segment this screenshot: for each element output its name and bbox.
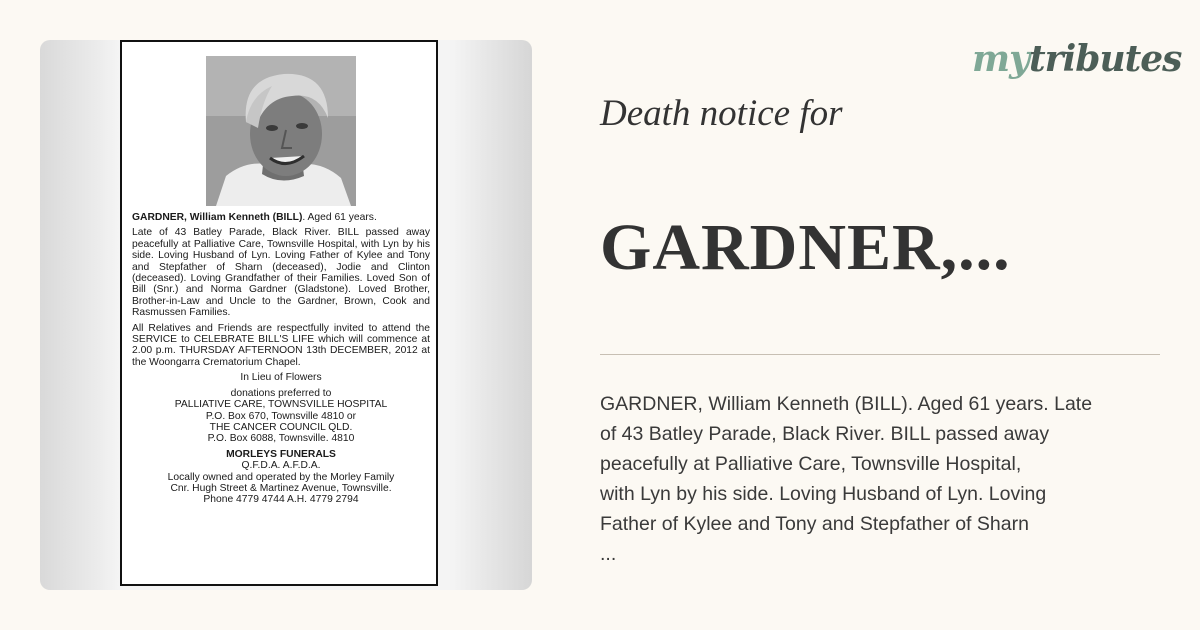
donations-line: donations preferred to <box>230 387 332 399</box>
deceased-name: GARDNER,... <box>600 211 1011 284</box>
funeral-line: Cnr. Hugh Street & Martinez Avenue, Townsville. <box>170 482 392 494</box>
donations-line: THE CANCER COUNCIL QLD. <box>209 421 353 433</box>
excerpt-line: with Lyn by his side. Loving Husband of Lyn. Loving <box>600 483 1047 505</box>
funeral-line: Locally owned and operated by the Morley Family <box>167 471 395 483</box>
funeral-line: Phone 4779 4744 A.H. 4779 2794 <box>203 494 359 506</box>
divider <box>600 354 1160 355</box>
donations-block <box>132 372 430 505</box>
donations-line: PALLIATIVE CARE, TOWNSVILLE HOSPITAL <box>174 399 388 411</box>
notice-paragraph-2: All Relatives and Friends are respectfully invited to attend the SERVICE to CELEBRATE BILL'S LIFE which will commence at 2.00 p.m. THURSDAY AFTERNOON 13th DECEMBER, 2012 at the Woongarra Crematorium Chapel. <box>132 322 430 368</box>
lieu-of-flowers: In Lieu of Flowers <box>240 372 322 384</box>
funeral-director-name: MORLEYS FUNERALS <box>226 448 336 460</box>
excerpt-line: of 43 Batley Parade, Black River. BILL passed away <box>600 423 1050 445</box>
notice-paragraph-1: Late of 43 Batley Parade, Black River. BILL passed away peacefully at Palliative Care, Townsville Hospital, with Lyn by his side. Loving Husband of Lyn. Loving Father of Kylee and Tony and Stepfather of Sharn (deceased), Jodie and Clinton (deceased). Loving Grandfather of their Families. Loved Son of Bill (Snr.) and Norma Gardner (Gladstone). Loved Brother, Brother-in-Law and Uncle to the Gardner, Brown, Cook and Rasmussen Families. <box>132 227 430 319</box>
mytributes-logo: mytributes <box>972 38 1182 80</box>
newspaper-notice <box>120 40 438 586</box>
funeral-line: Q.F.D.A. A.F.D.A. <box>241 460 321 472</box>
excerpt-line: Father of Kylee and Tony and Stepfather of Sharn <box>600 513 1029 535</box>
donations-line: P.O. Box 6088, Townsville. 4810 <box>207 433 355 445</box>
donations-line: P.O. Box 670, Townsville 4810 or <box>205 410 357 422</box>
notice-heading-name: GARDNER, William Kenneth (BILL) <box>132 212 303 223</box>
notice-excerpt <box>600 389 1140 569</box>
notice-image <box>40 40 532 590</box>
notice-heading <box>132 212 430 223</box>
excerpt-line: peacefully at Palliative Care, Townsville Hospital, <box>600 453 1022 475</box>
notice-text <box>132 212 430 506</box>
portrait-photo <box>206 56 356 206</box>
notice-heading-age: . Aged 61 years. <box>302 212 377 223</box>
excerpt-line: GARDNER, William Kenneth (BILL). Aged 61 years. Late <box>600 393 1093 415</box>
page-subtitle: Death notice for <box>600 93 843 134</box>
excerpt-ellipsis: ... <box>600 543 617 565</box>
portrait-illustration <box>206 56 356 206</box>
